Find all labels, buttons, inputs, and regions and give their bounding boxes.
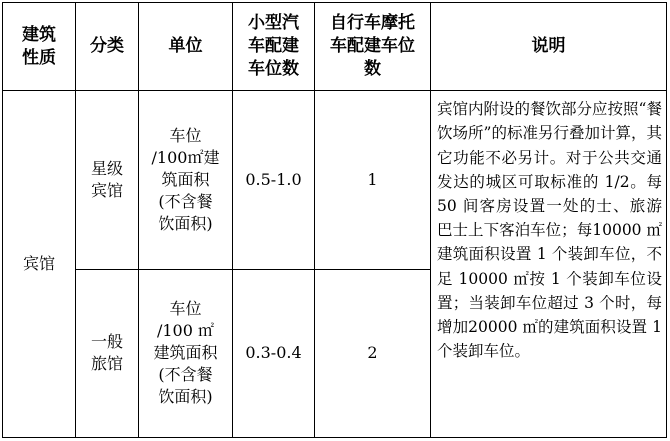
car-spaces-cell: 0.5-1.0 (233, 91, 315, 269)
header-notes: 说明 (431, 3, 667, 91)
header-building-nature: 建筑 性质 (3, 3, 76, 91)
header-unit: 单位 (139, 3, 233, 91)
bike-spaces-cell: 2 (315, 269, 431, 437)
category-cell: 星级 宾馆 (76, 91, 139, 269)
unit-cell: 车位 /100㎡建 筑面积 (不含餐 饮面积) (139, 91, 233, 269)
bike-spaces-cell: 1 (315, 91, 431, 269)
building-nature-cell: 宾馆 (3, 91, 76, 438)
table-row (3, 91, 667, 269)
header-category: 分类 (76, 3, 139, 91)
parking-standard-table (2, 2, 667, 438)
notes-cell: 宾馆内附设的餐饮部分应按照“餐饮场所”的标准另行叠加计算，其它功能不必另计。对于公共交通发达的城区可取标准的 1/2。每50 间客房设置一处的士、旅游巴士上下客泊车位；每10000 ㎡建筑面积设置 1 个装卸车位，不足 10000 ㎡按 1 个装卸车位设置；当装卸车位超过 3 个时，每增加20000 ㎡的建筑面积设置 1个装卸车位。 (431, 91, 667, 438)
header-bike-spaces: 自行车摩托 车配建车位 数 (315, 3, 431, 91)
header-row (3, 3, 667, 91)
header-car-spaces: 小型汽 车配建 车位数 (233, 3, 315, 91)
category-cell: 一般 旅馆 (76, 269, 139, 437)
unit-cell: 车位 /100 ㎡ 建筑面积 (不含餐 饮面积) (139, 269, 233, 437)
car-spaces-cell: 0.3-0.4 (233, 269, 315, 437)
